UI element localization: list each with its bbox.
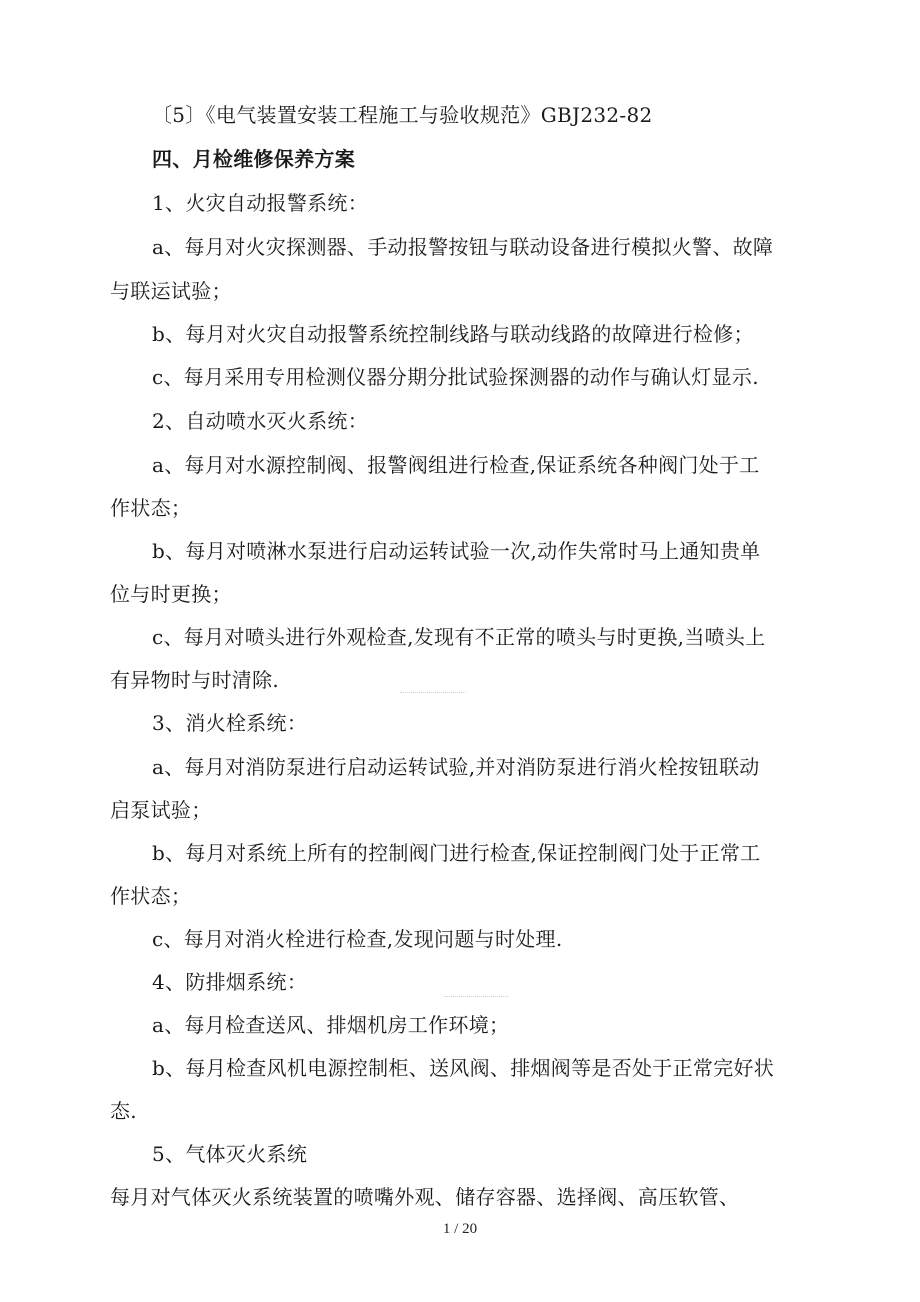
paragraph-line: 作状态； [110,496,192,520]
paragraph-line: 态. [110,1099,137,1123]
paragraph-line: 有异物时与时清除. [110,668,280,692]
paragraph-line: a、每月对火灾探测器、手动报警按钮与联动设备进行模拟火警、故障 [152,235,774,259]
paragraph-line: a、每月对消防泵进行启动运转试验,并对消防泵进行消火栓按钮联动 [152,755,760,779]
section-heading: 四、月检维修保养方案 [152,147,355,171]
paragraph-line: 每月对气体灭火系统装置的喷嘴外观、储存容器、选择阀、高压软管、 [110,1185,740,1209]
paragraph-line: b、每月检查风机电源控制柜、送风阀、排烟阀等是否处于正常完好状 [152,1056,775,1080]
scan-artifact [400,692,466,693]
subsection-1-title: 1、火灾自动报警系统： [152,191,369,215]
paragraph-line: 与联运试验； [110,279,232,303]
subsection-3-title: 3、消火栓系统： [152,711,308,735]
paragraph-line: c、每月采用专用检测仪器分期分批试验探测器的动作与确认灯显示. [152,365,759,389]
subsection-2-title: 2、自动喷水灭火系统： [152,409,369,433]
paragraph-line: a、每月检查送风、排烟机房工作环境； [152,1013,510,1037]
paragraph-line: a、每月对水源控制阀、报警阀组进行检查,保证系统各种阀门处于工 [152,453,760,477]
scan-artifact [444,996,508,997]
paragraph-line: c、每月对消火栓进行检查,发现问题与时处理. [152,927,563,951]
paragraph-line: 位与时更换； [110,582,232,606]
reference-item-5: 〔5〕《电气装置安装工程施工与验收规范》GBJ232-82 [152,103,653,127]
paragraph-line: 启泵试验； [110,798,212,822]
page-number: 1 / 20 [442,1221,478,1237]
paragraph-line: 作状态； [110,884,192,908]
subsection-5-title: 5、气体灭火系统 [152,1142,308,1166]
paragraph-line: b、每月对系统上所有的控制阀门进行检查,保证控制阀门处于正常工 [152,841,761,865]
subsection-4-title: 4、防排烟系统： [152,970,308,994]
paragraph-line: b、每月对火灾自动报警系统控制线路与联动线路的故障进行检修； [152,322,754,346]
paragraph-line: c、每月对喷头进行外观检查,发现有不正常的喷头与时更换,当喷头上 [152,625,766,649]
paragraph-line: b、每月对喷淋水泵进行启动运转试验一次,动作失常时马上通知贵单 [152,539,761,563]
